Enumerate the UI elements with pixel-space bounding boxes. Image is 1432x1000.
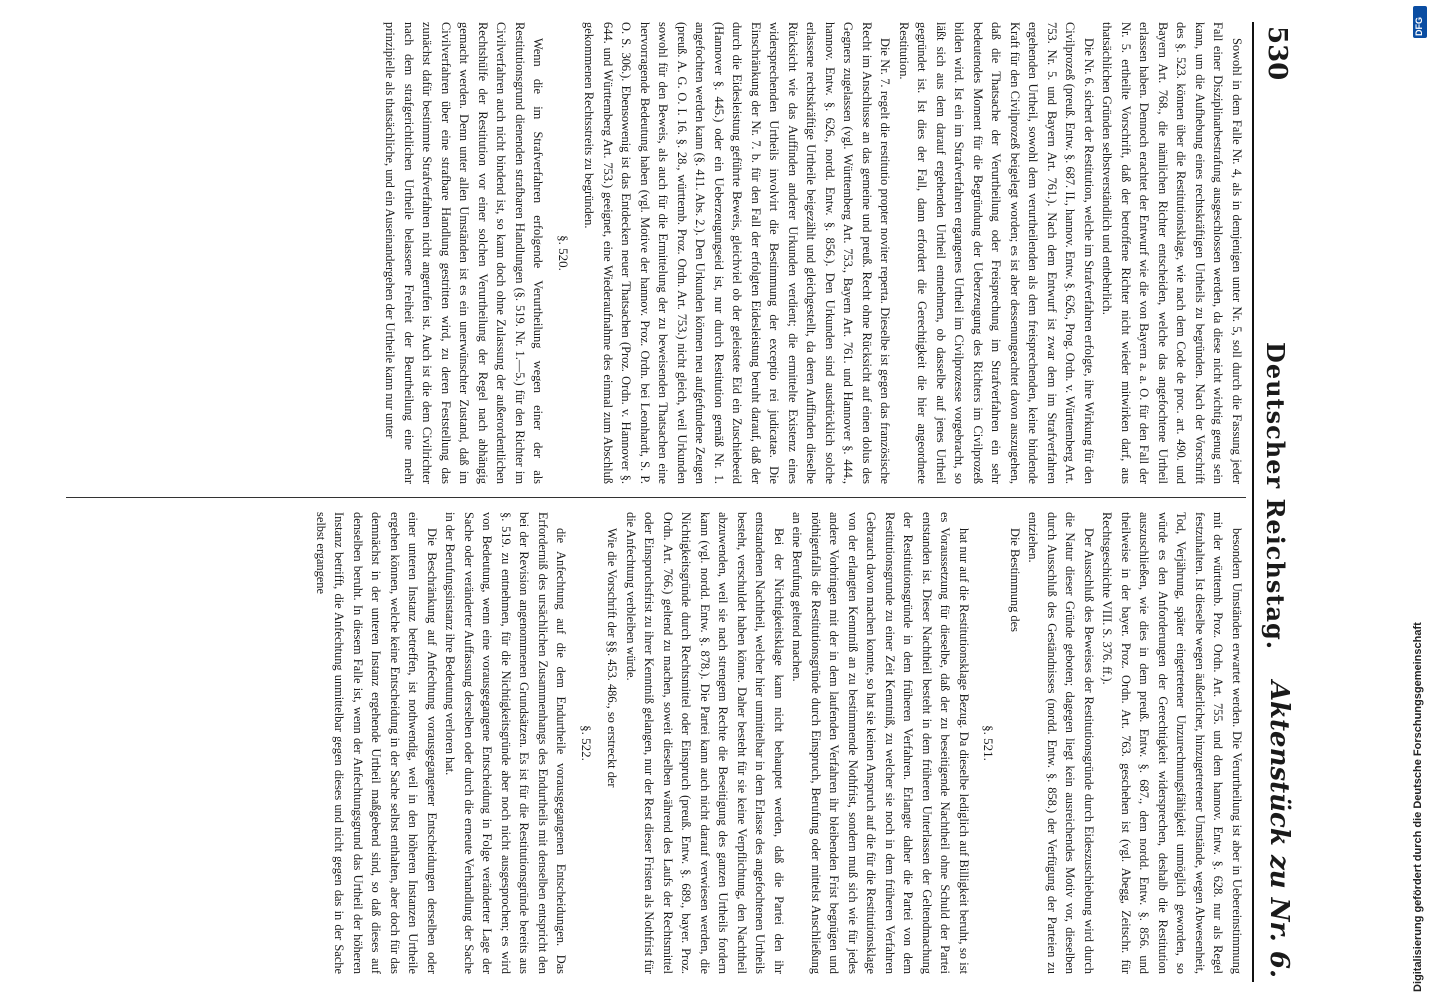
paragraph: Sowohl in dem Falle Nr. 4, als in demjenigen unter Nr. 5, soll durch die Fassung jeder Fall einer Disziplinarbestrafung ausgeschlossen werden, da diese nicht wichtig genug sein kann, um die Aufhebung eines rechtskräftigen Urtheils zu begründen. Nach der Vorschrift des §. 523. können über die Restitutionsklage, wie nach dem Code de proc. art. 490. und Bayern Art. 768., die nämlichen Richter entscheiden, welche das angefochtene Urtheil erlassen haben. Dennoch erachtet der Entwurf wie die von Bayern a. a. O. für den Fall der Nr. 5. ertheilte Vorschrift, daß der betroffene Richter nicht wieder mitwirken darf, aus thatsächlichen Gründen selbstverständlich und entbehrlich. xyxy=(1100,22,1244,484)
page-title: Deutscher Reichstag. xyxy=(1261,342,1290,651)
text-column-left xyxy=(66,22,1246,484)
paragraph: die Anfechtung auf die dem Endurtheile vorausgegangenen Entscheidungen. Das Erforderniß des ursächlichen Zusammenhangs des Endurtheils mit denselben entspricht den bei der Revision angenommenen Grundsätzen. Es ist für die Restitutionsgründe bereits aus §. 519. zu entnehmen, für die Nichtigkeitsgründe aber noch nicht ausgesprochen; es wird von Bedeutung, wenn eine vorausgegangene Entscheidung in Folge veränderter Lage der Sache oder veränderter Auffassung derselben oder durch die erneute Verhandlung der Sache in der Berufungsinstanz ihre Bedeutung verloren hat. xyxy=(443,512,569,974)
section-heading: §. 522. xyxy=(579,725,594,761)
paragraph: Die Beschränkung auf Anfechtung vorausgegangener Entscheidungen derselben oder einer unteren Instanz betreffen, ist nothwendig, weil in den höheren Instanzen Urtheile ergehen können, welche keine Entscheidung in der Sache selbst enthalten, aber doch für das demnächst in der unteren Instanz ergehende Urtheil maßgebend sind, so daß dieses auf denselben beruht. In diesem Falle ist, wenn der Anfechtungsgrund das Urtheil der höheren Instanz betrifft, die Anfechtung unmittelbar gegen dieses und nicht gegen das in der Sache selbst ergangene xyxy=(314,512,439,974)
paragraph: besondern Umständen erwartet werden. Die Verurtheilung ist aber in Uebereinstimmung mit der württemb. Proz. Ordn. Art. 755. und dem hannov. Entw. §. 628. nur als Regel festzuhalten. Ist dieselbe wegen äußerlicher, hinzugetretener Umstände, wegen Abwesenheit, Tod, Verjährung, später eingetretener Unzurechnungsfähigkeit unmöglich geworden, so würde es den Anforderungen der Gerechtigkeit widersprechen, deshalb die Restitution auszuschließen, wie dies in dem preuß. Entw. §. 687., dem nordd. Entw. §. 856. und theilweise in der bayer. Proz. Ordn. Art. 763. geschehen ist (vgl. Abegg, Zeitschr. für Rechtsgeschichte VIII. S. 376. ff.). xyxy=(1100,512,1244,974)
paragraph: Der Ausschluß des Beweises der Restitutionsgründe durch Eideszuschiebung wird durch die Natur dieser Gründe geboten; dagegen liegt kein ausreichendes Motiv vor, dieselben durch Ausschluß des Geständnisses (nordd. Entw. §. 858.) der Verfügung der Parteien zu entziehen. xyxy=(1026,512,1096,974)
scanned-page xyxy=(58,22,1298,982)
paragraph: Die Nr. 7. regelt die restitutio propter noviter reperta. Dieselbe ist gegen das französische Recht im Anschlusse an das gemeine und preuß. Recht ohne Rücksicht auf einen dolus des Gegners zugelassen (vgl. Württemberg Art. 753., Bayern Art. 761. und Hannover §. 444., hannov. Entw. §. 626., nordd. Entw. §. 856.). Den Urkunden sind ausdrücklich solche erlassene rechtskräftige Urtheile beigezählt und gleichgestellt, da deren Auffinden dieselbe Rücksicht wie das Auffinden anderer Urkunden verdient; die ermittelte Existenz eines widersprechenden Urtheils involvirt die Bestimmung der exceptio rei judicatae. Die Einschränkung der Nr. 7. b. für den Fall der erfolgten Eidesleistung beruht darauf, daß der durch die Eidesleistung geführte Beweis, gleichviel ob der geleistete Eid ein Zuschiebeeid (Hannover §. 445.) oder ein Ueberzeugungseid ist, nur durch Restitution gemäß Nr. 1. angefochten werden kann (§. 411. Abs. 2.). Den Urkunden können neu aufgefundene Zeugen (preuß. A. G. O. I. 16. §. 28., württemb. Proz. Ordn. Art. 753.) nicht gleich, weil Urkunden sowohl für den Beweis, als auch für die Ermittelung der zu beweisenden Thatsachen eine hervorragende Bedeutung haben (vgl. Motive der hannov. Proz. Ordn. bei Leonhardt, S. P. O. S. 306.). Ebensowenig ist das Entdecken neuer Thatsachen (Proz. Ordn. v. Hannover §. 644. und Württemberg Art. 753.) geeignet, eine Wiederaufnahme des einmal zum Abschluß gekommenen Rechtsstreits zu begründen. xyxy=(582,22,893,484)
paragraph: Die Nr. 6. sichert der Restitution, welche im Strafverfahren erfolgte, ihre Wirkung für den Civilprozeß (preuß. Entw. §. 687. II., hannov. Entw. §. 626., Prog. Ordn. v. Württemberg Art. 753. Nr. 5. und Bayern Art. 761.). Nach dem Entwurf ist zwar dem im Strafverfahren ergehenden Urtheil, sowohl dem verurtheilenden als dem freisprechenden, keine bindende Kraft für den Civilprozeß beigelegt worden; es ist aber dessenungeachtet davon auszugehen, daß die Thatsache der Verurtheilung oder Freisprechung im Strafverfahren ein sehr bedeutendes Moment für die Begründung der Ueberzeugung des Richters im Civilprozeß bilden wird. Ist ein im Strafverfahren ergangenes Urtheil im Civilprozesse vorgebracht, so läßt sich aus dem darauf ergehenden Urtheil entnehmen, ob dasselbe auf jenes Urtheil gegründet ist. Ist dies der Fall, dann erfordert die Gerechtigkeit die hier angeordnete Restitution. xyxy=(897,22,1096,484)
column-divider xyxy=(66,497,1246,498)
paragraph: Bei der Nichtigkeitsklage kann nicht behauptet werden, daß die Partei den ihr entstandenen Nachtheil, welcher hier unmittelbar in dem Erlasse des angefochtenen Urtheils besteht, verschuldet haben könne. Daher besteht für sie keine Verpflichtung, den Nachtheil abzuwenden, weil sie nach strengem Rechte die Beseitigung des ganzen Urtheils fordern kann (vgl. nordd. Entw. §. 878.). Die Partei kann auch nicht darauf verwiesen werden, die Nichtigkeitsgründe durch Rechtsmittel oder Einspruch (preuß. Entw. §. 689., bayer. Proz. Ordn. Art. 766.) geltend zu machen, soweit dieselben während des Laufs der Rechtsmittel oder Einspruchsfrist zu ihrer Kenntniß gelangen, nur der Rest dieser Fristen als Nothfrist für die Anfechtung verbleiben würde. xyxy=(624,512,786,974)
digitization-credit xyxy=(1410,8,1430,992)
page-content xyxy=(58,22,1298,982)
page-header xyxy=(1252,22,1298,982)
page-number: 530 xyxy=(1262,26,1292,81)
paragraph: hat nur auf die Restitutionsklage Bezug. Da dieselbe lediglich auf Billigkeit beruht, so ist es Voraussetzung für dieselbe, daß der zu beseitigende Nachtheil ohne Schuld der Partei entstanden ist. Dieser Nachtheil besteht in dem früheren Unterlassen der Geltendmachung der Restitutionsgründe in dem früheren Verfahren. Erlangte daher die Partei von dem Restitutionsgrunde zu einer Zeit Kenntniß, zu welcher sie noch in dem früheren Verfahren Gebrauch davon machen konnte, so hat sie keinen Anspruch auf die für die Restitutionsklage von der erlangten Kenntniß an zu bestimmende Nothfrist, sondern muß sich wie für jedes andere Vorbringen mit der in dem laufenden Verfahren ihr bleibenden Frist begnügen und nöthigenfalls die Restitutionsgründe durch Einspruch, Berufung oder mittelst Anschließung an eine Berufung geltend machen. xyxy=(790,512,971,974)
page-subtitle: Aktenstück zu Nr. 6. xyxy=(1264,680,1294,978)
text-column-right xyxy=(66,512,1246,974)
section-heading: §. 521. xyxy=(981,725,997,761)
section-heading: §. 520. xyxy=(556,235,571,271)
credit-text: Digitalisierung gefördert durch die Deutsche Forschungsgemeinschaft xyxy=(1412,622,1424,992)
paragraph: Wie die Vorschrift der §§. 453. 486., so erstreckt der xyxy=(605,528,620,788)
paragraph: Wenn die im Strafverfahren erfolgende Verurtheilung wegen einer der als Restitutionsgrund dienenden strafbaren Handlungen (§. 519. Nr. 1.—5.) für den Richter im Civilverfahren auch nicht bindend ist, so kann doch ohne Zulassung der außerordentlichen Rechtshülfe der Restitution vor einer solchen Verurtheilung der Regel nach abhängig gemacht werden. Denn unter allen Umständen ist es ein unerwünschter Zustand, daß im Civilverfahren über eine strafbare Handlung gestritten wird, zu deren Feststellung das zunächst dafür bestimmte Strafverfahren nicht angerufen ist. Auch ist die dem Civilrichter nach dem strafgerichtlichen Urtheile belassene Freiheit der Beurtheilung eine mehr prinzipielle als thatsächliche, und ein Auseinandergehen der Urtheile kann nur unter xyxy=(383,22,546,484)
paragraph: Die Bestimmung des xyxy=(1008,528,1022,632)
dfg-logo: DFG xyxy=(1413,6,1427,38)
